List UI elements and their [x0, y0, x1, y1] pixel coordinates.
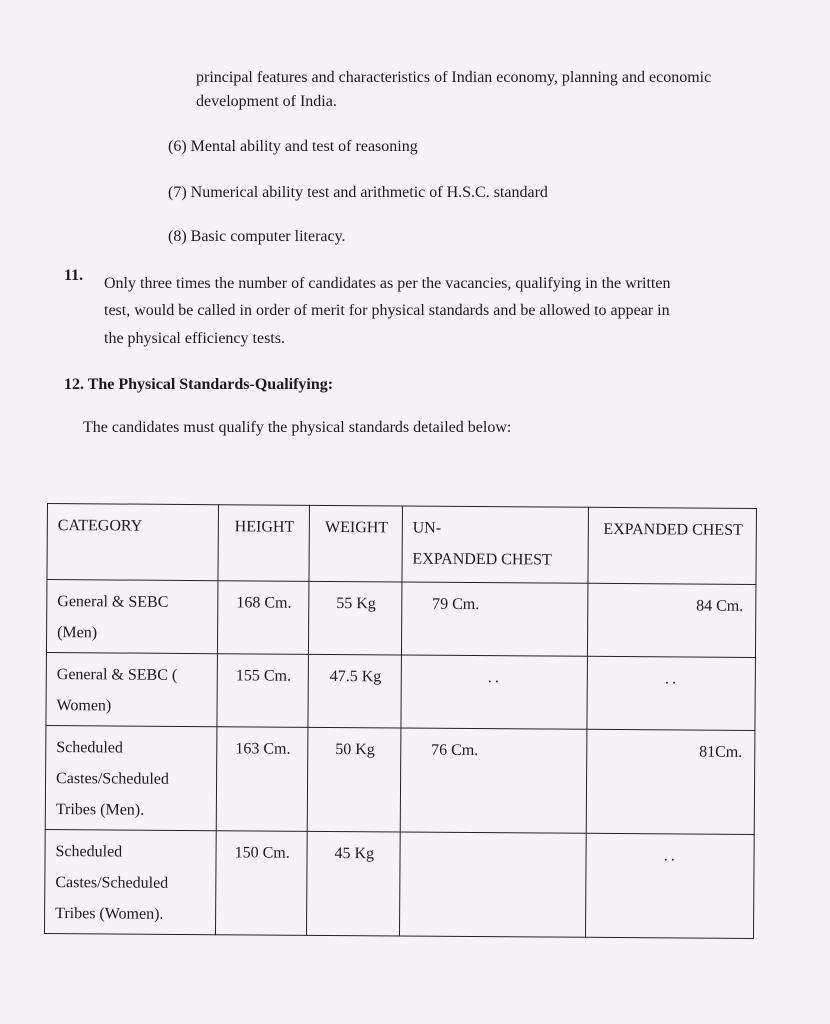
category-line: Scheduled: [55, 843, 123, 861]
table-header-row: [47, 504, 757, 585]
table-row: [45, 725, 755, 834]
intro-line-2: development of India.: [196, 93, 337, 110]
row-expanded-chest: 81Cm.: [586, 729, 755, 834]
row-category: [45, 725, 216, 830]
row-height: 168 Cm.: [217, 581, 308, 655]
header-unexpanded-line-1: UN-: [412, 519, 442, 537]
row-unexpanded-chest: 79 Cm.: [401, 582, 587, 656]
intro-line-1: principal features and characteristics of Indian economy, planning and economic: [196, 69, 712, 86]
header-unexpanded-chest: [402, 506, 588, 583]
row-unexpanded-chest: ..: [401, 655, 587, 729]
header-expanded-chest: EXPANDED CHEST: [587, 507, 756, 584]
list-item-6: (6) Mental ability and test of reasoning: [168, 138, 418, 155]
header-weight: WEIGHT: [309, 505, 403, 582]
row-expanded-chest: ..: [585, 833, 754, 938]
section-12-intro: The candidates must qualify the physical standards detailed below:: [83, 419, 512, 436]
row-expanded-chest: 84 Cm.: [587, 583, 756, 657]
table-row: [46, 580, 755, 658]
category-line: Tribes (Women).: [55, 905, 164, 923]
row-weight: 50 Kg: [307, 727, 401, 832]
list-item-8: (8) Basic computer literacy.: [168, 228, 346, 245]
physical-standards-table: [44, 503, 757, 939]
row-unexpanded-chest: 76 Cm.: [400, 728, 586, 833]
row-height: 155 Cm.: [217, 654, 308, 728]
category-line: Castes/Scheduled: [55, 874, 169, 892]
category-line: General & SEBC: [57, 593, 169, 611]
row-weight: 55 Kg: [308, 581, 402, 655]
section-11-line-3: the physical efficiency tests.: [104, 330, 285, 347]
table-row: [44, 829, 754, 938]
row-weight: 45 Kg: [306, 831, 400, 936]
list-item-7: (7) Numerical ability test and arithmetic of H.S.C. standard: [168, 184, 548, 201]
row-expanded-chest: ..: [586, 656, 755, 730]
row-weight: 47.5 Kg: [308, 654, 402, 728]
category-line: Castes/Scheduled: [56, 770, 170, 788]
category-line: General & SEBC (: [56, 666, 178, 684]
table-row: [46, 652, 755, 730]
section-12-heading: 12. The Physical Standards-Qualifying:: [64, 376, 334, 393]
section-11-number: 11.: [64, 267, 84, 284]
header-category: CATEGORY: [47, 504, 218, 581]
category-line: Women): [56, 697, 112, 715]
section-11-line-2: test, would be called in order of merit for physical standards and be allowed to appear in: [104, 302, 670, 319]
category-line: Scheduled: [56, 739, 124, 757]
section-11-line-1: Only three times the number of candidates as per the vacancies, qualifying in the written: [104, 275, 671, 292]
header-unexpanded-line-2: EXPANDED CHEST: [412, 550, 552, 569]
row-height: 150 Cm.: [215, 831, 307, 936]
header-height: HEIGHT: [218, 505, 309, 582]
row-unexpanded-chest: [399, 832, 585, 937]
row-category: [46, 580, 217, 654]
row-category: [46, 652, 217, 726]
row-category: [44, 829, 215, 934]
row-height: 163 Cm.: [216, 727, 308, 832]
category-line: Tribes (Men).: [55, 801, 145, 819]
category-line: (Men): [57, 624, 98, 642]
